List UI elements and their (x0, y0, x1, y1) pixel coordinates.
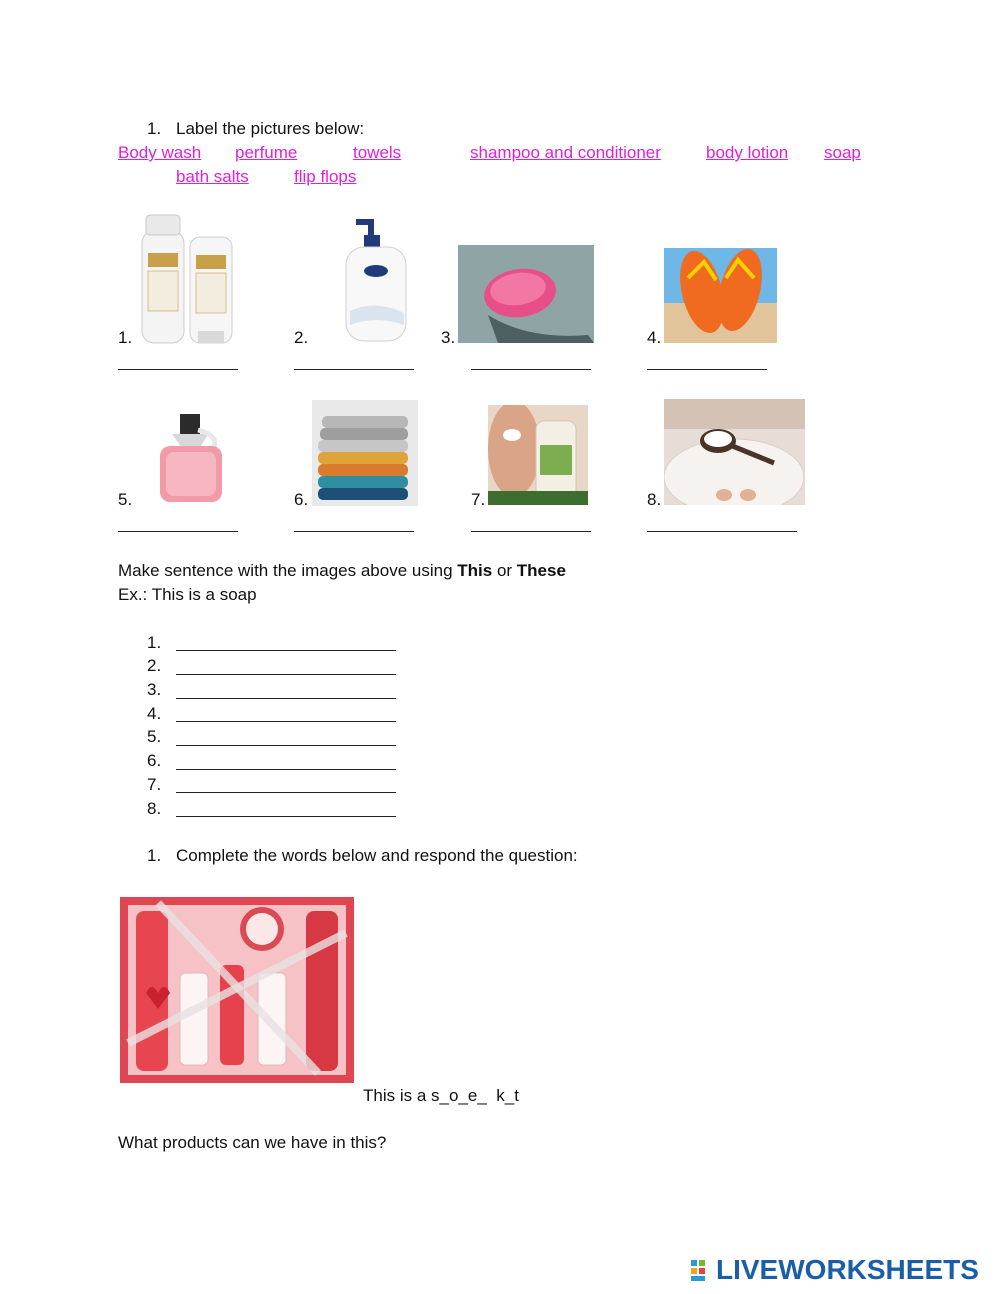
keyword-these: These (516, 561, 566, 580)
picture-number: 7. (471, 490, 486, 509)
sentence-number: 2. (147, 656, 162, 675)
section1-number: 1. (147, 119, 162, 138)
sentence-line-5[interactable] (176, 745, 396, 746)
bath-salts-icon (664, 399, 805, 505)
sentence-line-6[interactable] (176, 769, 396, 770)
sentence-number: 3. (147, 680, 162, 699)
answer-blank-3[interactable] (471, 369, 591, 370)
brand-text: LIVEWORKSHEETS (716, 1254, 979, 1285)
answer-blank-7[interactable] (471, 531, 591, 532)
section3-title: Complete the words below and respond the question: (176, 846, 578, 865)
answer-blank-6[interactable] (294, 531, 414, 532)
section3-number: 1. (147, 846, 162, 865)
sentence-number: 5. (147, 727, 162, 746)
word-bank-item[interactable]: flip flops (294, 167, 357, 186)
towels-icon (312, 400, 418, 506)
answer-blank-1[interactable] (118, 369, 238, 370)
picture-number: 6. (294, 490, 309, 509)
fill-word-sentence[interactable]: This is a s_o_e_ k_t (363, 1086, 519, 1105)
logo-mark-icon (690, 1258, 714, 1282)
section1-title: Label the pictures below: (176, 119, 365, 138)
sentence-line-2[interactable] (176, 674, 396, 675)
body-wash-bottle-icon (340, 215, 412, 343)
answer-blank-4[interactable] (647, 369, 767, 370)
body-lotion-icon (488, 405, 588, 505)
word-bank-item[interactable]: soap (824, 143, 861, 162)
sentence-number: 1. (147, 633, 162, 652)
keyword-this: This (457, 561, 493, 580)
picture-number: 1. (118, 328, 133, 347)
word-bank-item[interactable]: Body wash (118, 143, 202, 162)
word-bank-item[interactable]: bath salts (176, 167, 249, 186)
instruction-or: or (492, 561, 517, 580)
gift-set-icon (118, 893, 356, 1089)
picture-number: 8. (647, 490, 662, 509)
answer-blank-8[interactable] (647, 531, 797, 532)
shampoo-bottles-icon (132, 213, 242, 345)
sentence-line-4[interactable] (176, 721, 396, 722)
picture-number: 4. (647, 328, 662, 347)
word-bank-item[interactable]: body lotion (706, 143, 789, 162)
section2-example: Ex.: This is a soap (118, 585, 257, 604)
picture-number: 2. (294, 328, 309, 347)
picture-number: 3. (441, 328, 456, 347)
sentence-line-8[interactable] (176, 816, 396, 817)
sentence-line-3[interactable] (176, 698, 396, 699)
sentence-number: 6. (147, 751, 162, 770)
section3-question: What products can we have in this? (118, 1133, 387, 1152)
section2-instruction (118, 561, 566, 581)
perfume-bottle-icon (152, 412, 230, 506)
word-bank-item[interactable]: shampoo and conditioner (470, 143, 661, 162)
answer-blank-5[interactable] (118, 531, 238, 532)
flip-flops-icon (664, 248, 777, 343)
sentence-number: 4. (147, 704, 162, 723)
picture-number: 5. (118, 490, 133, 509)
sentence-number: 7. (147, 775, 162, 794)
sentence-number: 8. (147, 799, 162, 818)
word-bank-item[interactable]: towels (353, 143, 402, 162)
sentence-line-1[interactable] (176, 650, 396, 651)
soap-bar-icon (458, 245, 594, 343)
liveworksheets-logo (690, 1255, 979, 1285)
word-bank-item[interactable]: perfume (235, 143, 298, 162)
answer-blank-2[interactable] (294, 369, 414, 370)
sentence-line-7[interactable] (176, 792, 396, 793)
instruction-text: Make sentence with the images above using (118, 561, 458, 580)
